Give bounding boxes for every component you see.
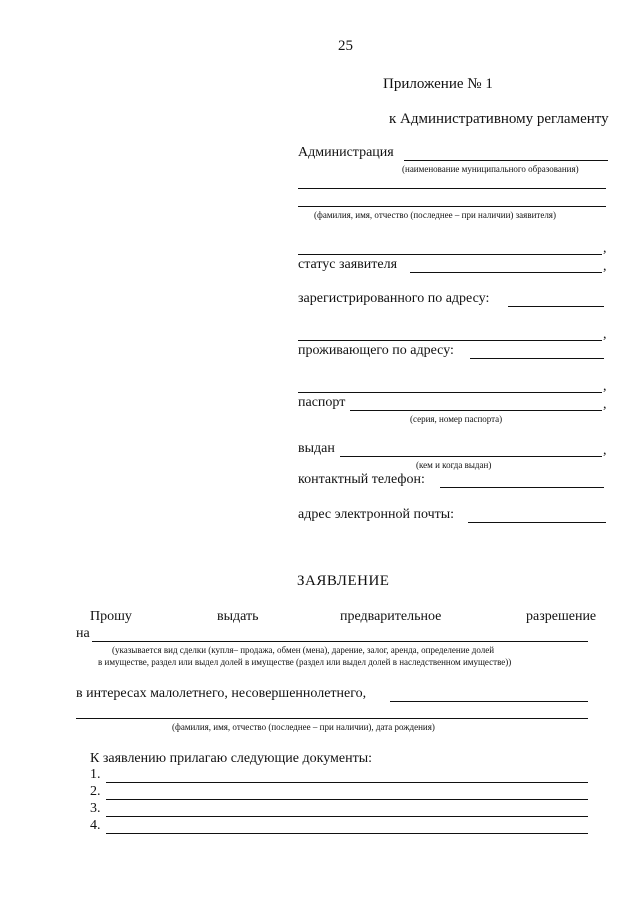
applicant-line-1[interactable]	[298, 188, 606, 189]
appendix-title: Приложение № 1	[383, 76, 493, 92]
residing-field[interactable]	[470, 358, 604, 359]
comma-1: ,	[603, 241, 607, 256]
word-prosh: Прошу	[90, 609, 132, 624]
municipality-hint: (наименование муниципального образования)	[402, 164, 579, 174]
status-field[interactable]	[410, 272, 602, 273]
comma-2: ,	[603, 259, 607, 274]
doc-item-field-3[interactable]	[106, 816, 588, 817]
minor-hint: (фамилия, имя, отчество (последнее – при наличии), дата рождения)	[172, 722, 435, 732]
comma-5: ,	[603, 397, 607, 412]
residing-label: проживающего по адресу:	[298, 343, 454, 358]
word-razreshenie: разрешение	[526, 609, 597, 624]
email-label: адрес электронной почты:	[298, 507, 455, 522]
phone-label: контактный телефон:	[298, 472, 425, 487]
residing-line-2[interactable]	[298, 392, 602, 393]
phone-field[interactable]	[440, 487, 604, 488]
doc-item-field-2[interactable]	[106, 799, 588, 800]
issued-label: выдан	[298, 441, 335, 456]
doc-item-field-4[interactable]	[106, 833, 588, 834]
registered-label: зарегистрированного по адресу:	[298, 291, 490, 306]
doc-item-field-1[interactable]	[106, 782, 588, 783]
word-vydat: выдать	[217, 609, 259, 624]
passport-field[interactable]	[350, 410, 602, 411]
deal-hint-line2: в имуществе, раздел или выдел долей в имуществе (раздел или выдел долей в наследственном имуществе))	[98, 657, 512, 667]
applicant-line-2[interactable]	[298, 206, 606, 207]
administration-field[interactable]	[404, 160, 608, 161]
doc-item-number: 4.	[90, 818, 101, 833]
email-field[interactable]	[468, 522, 606, 523]
on-label: на	[76, 626, 90, 641]
deal-hint-line1: (указывается вид сделки (купля– продажа, обмен (мена), дарение, залог, аренда, определение долей	[112, 645, 495, 655]
doc-item-number: 2.	[90, 784, 101, 799]
interest-label: в интересах малолетнего, несовершеннолетнего,	[76, 686, 367, 701]
applicant-line-3[interactable]	[298, 254, 602, 255]
statement-title: ЗАЯВЛЕНИЕ	[297, 573, 390, 589]
issued-hint: (кем и когда выдан)	[416, 460, 492, 470]
minor-line-2[interactable]	[76, 718, 588, 719]
registered-line-2[interactable]	[298, 340, 602, 341]
doc-item-number: 1.	[90, 767, 101, 782]
appendix-subtitle: к Административному регламенту	[389, 111, 609, 127]
status-label: статус заявителя	[298, 257, 398, 272]
deal-type-field[interactable]	[92, 641, 588, 642]
minor-field[interactable]	[390, 701, 588, 702]
issued-field[interactable]	[340, 456, 602, 457]
passport-hint: (серия, номер паспорта)	[410, 414, 503, 424]
administration-label: Администрация	[298, 145, 394, 160]
page-number: 25	[338, 38, 353, 54]
applicant-name-hint: (фамилия, имя, отчество (последнее – при наличии) заявителя)	[314, 210, 556, 220]
docs-label: К заявлению прилагаю следующие документы:	[90, 751, 373, 766]
comma-6: ,	[603, 443, 607, 458]
comma-4: ,	[603, 379, 607, 394]
passport-label: паспорт	[298, 395, 346, 410]
word-predvaritelnoe: предварительное	[340, 609, 442, 624]
registered-field[interactable]	[508, 306, 604, 307]
comma-3: ,	[603, 327, 607, 342]
doc-item-number: 3.	[90, 801, 101, 816]
